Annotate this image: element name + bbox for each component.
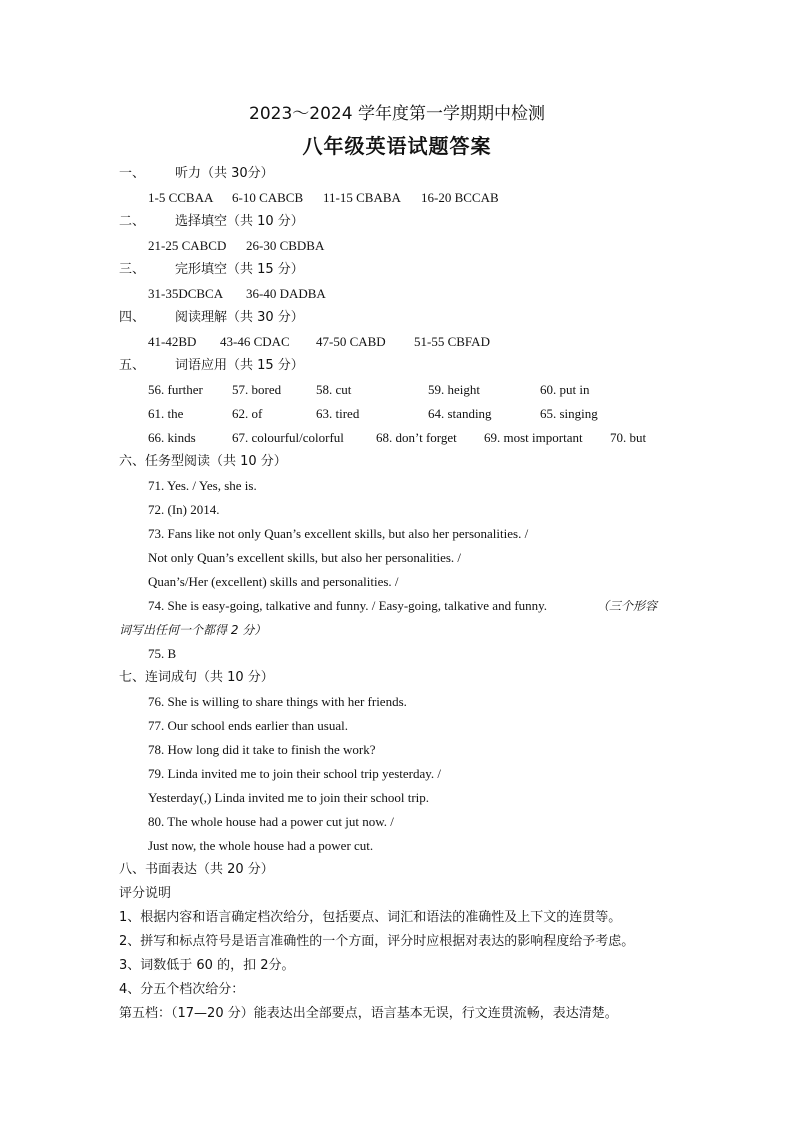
answer-group: 43-46 CDAC [220, 334, 290, 349]
answer-line: 72. (In) 2014. [148, 502, 220, 517]
section-number: 一、 [119, 166, 146, 181]
answer-line: 77. Our school ends earlier than usual. [148, 718, 349, 733]
answer-group: 47-50 CABD [316, 334, 386, 349]
answer-group: 31-35DCBCA [148, 286, 224, 301]
answer-line: Quan’s/Her (excellent) skills and personalities. / [148, 574, 399, 589]
scoring-rule: 1、根据内容和语言确定档次给分，包括要点、词汇和语法的准确性及上下文的连贯等。 [119, 910, 622, 925]
scoring-rule: 4、分五个档次给分： [119, 982, 245, 997]
answer-line: 76. She is willing to share things with her friends. [148, 694, 407, 709]
answer-group: 11-15 CBABA [323, 190, 401, 205]
section-number: 五、 [119, 358, 146, 373]
word-answer: 64. standing [428, 406, 492, 421]
answer-line: 78. How long did it take to finish the work? [148, 742, 376, 757]
answer-group: 21-25 CABCD [148, 238, 227, 253]
word-answer: 63. tired [316, 406, 360, 421]
scoring-heading: 评分说明 [119, 886, 172, 901]
word-answer: 67. colourful/colorful [232, 430, 344, 445]
scoring-rule: 第五档：（17—20 分）能表达出全部要点，语言基本无误，行文连贯流畅，表达清楚。 [119, 1006, 618, 1021]
answer-line: Yesterday(,) Linda invited me to join their school trip. [148, 790, 430, 805]
scoring-note: （三个形容 [597, 599, 658, 613]
answer-group: 36-40 DADBA [246, 286, 326, 301]
exam-title: 2023～2024 学年度第一学期期中检测 [249, 104, 545, 124]
word-answer: 56. further [148, 382, 203, 397]
answer-line: Just now, the whole house had a power cut. [148, 838, 374, 853]
answer-group: 6-10 CABCB [232, 190, 304, 205]
word-answer: 59. height [428, 382, 480, 397]
section-heading: 六、任务型阅读（共 10 分） [119, 454, 287, 469]
section-heading: 听力（共 30分） [175, 166, 274, 181]
answer-line: 74. She is easy-going, talkative and funny. / Easy-going, talkative and funny. [148, 598, 548, 613]
word-answer: 58. cut [316, 382, 352, 397]
section-heading: 完形填空（共 15 分） [175, 262, 304, 277]
answer-line: 71. Yes. / Yes, she is. [148, 478, 257, 493]
answer-group: 41-42BD [148, 334, 197, 349]
scoring-rule: 3、词数低于 60 的，扣 2分。 [119, 958, 295, 973]
answer-line: Not only Quan’s excellent skills, but also her personalities. / [148, 550, 462, 565]
word-answer: 70. but [610, 430, 647, 445]
word-answer: 68. don’t forget [376, 430, 457, 445]
answer-group: 51-55 CBFAD [414, 334, 490, 349]
answer-line: 73. Fans like not only Quan’s excellent skills, but also her personalities. / [148, 526, 529, 541]
word-answer: 66. kinds [148, 430, 196, 445]
section-number: 四、 [119, 310, 146, 325]
word-answer: 60. put in [540, 382, 590, 397]
answer-group: 26-30 CBDBA [246, 238, 325, 253]
section-number: 二、 [119, 214, 146, 229]
scoring-note: 词写出任何一个都得 2 分） [119, 623, 267, 637]
answer-line: 80. The whole house had a power cut jut now. / [148, 814, 394, 829]
answer-line: 75. B [148, 646, 177, 661]
word-answer: 61. the [148, 406, 184, 421]
answer-group: 1-5 CCBAA [148, 190, 214, 205]
word-answer: 65. singing [540, 406, 598, 421]
section-heading: 词语应用（共 15 分） [175, 358, 304, 373]
word-answer: 57. bored [232, 382, 282, 397]
word-answer: 69. most important [484, 430, 583, 445]
section-heading: 阅读理解（共 30 分） [175, 310, 304, 325]
answer-group: 16-20 BCCAB [421, 190, 499, 205]
section-heading: 八、书面表达（共 20 分） [119, 862, 274, 877]
word-answer: 62. of [232, 406, 263, 421]
section-heading: 七、连词成句（共 10 分） [119, 670, 274, 685]
scoring-rule: 2、拼写和标点符号是语言准确性的一个方面，评分时应根据对表达的影响程度给予考虑。 [119, 934, 635, 949]
section-heading: 选择填空（共 10 分） [175, 214, 304, 229]
exam-subtitle: 八年级英语试题答案 [302, 134, 492, 158]
answer-line: 79. Linda invited me to join their school trip yesterday. / [148, 766, 442, 781]
section-number: 三、 [119, 262, 146, 277]
